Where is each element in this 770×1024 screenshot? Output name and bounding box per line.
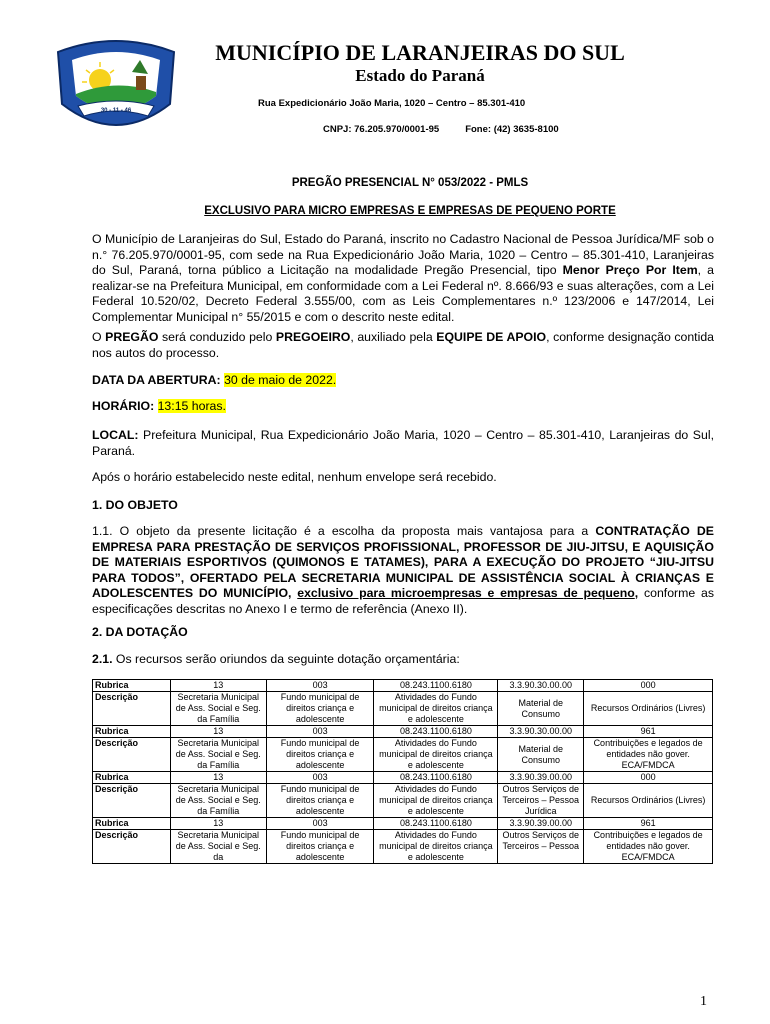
rubrica-label: Rubrica: [93, 772, 171, 784]
descricao-cell: Fundo municipal de direitos criança e adolescente: [266, 692, 374, 726]
budget-allocation-table: [92, 679, 713, 864]
rubrica-code-cell: 000: [584, 772, 713, 784]
descricao-cell: Outros Serviços de Terceiros – Pessoa: [498, 830, 584, 864]
rubrica-code-cell: 3.3.90.39.00.00: [498, 772, 584, 784]
section-2-1-paragraph: 2.1. Os recursos serão oriundos da seguinte dotação orçamentária:: [92, 652, 460, 666]
page-number: 1: [700, 994, 707, 1009]
header-cnpj-phone: [323, 124, 559, 135]
rubrica-code-cell: 08.243.1100.6180: [374, 818, 498, 830]
descricao-cell: Atividades do Fundo municipal de direitos criança e adolescente: [374, 830, 498, 864]
descricao-cell: Atividades do Fundo municipal de direitos criança e adolescente: [374, 784, 498, 818]
rubrica-code-cell: 961: [584, 818, 713, 830]
descricao-cell: Outros Serviços de Terceiros – Pessoa Jurídica: [498, 784, 584, 818]
section-2-heading: 2. DA DOTAÇÃO: [92, 625, 188, 639]
header-address: Rua Expedicionário João Maria, 1020 – Centro – 85.301-410: [258, 98, 526, 109]
section-1-1-paragraph: 1.1. O objeto da presente licitação é a escolha da proposta mais vantajosa para a CONTRATAÇÃO DE EMPRESA PARA PRESTAÇÃO DE SERVIÇOS PROFISSIONAL, PROFESSOR DE JIU-JITSU, E AQUISIÇÃO DE MATERIAIS ESPORTIVOS (QUIMONOS E TATAMES), PARA A EXECUÇÃO DO PROJETO “JIU-JITSU PARA TODOS”, OFERTADO PELA SECRETARIA MUNICIPAL DE ASSISTÊNCIA SOCIAL À CRIANÇAS E ADOLESCENTES DO MUNICÍPIO, exclusivo para microempresas e empresas de pequeno, conforme as especificações descritas no Anexo I e termo de referência (Anexo II).: [92, 524, 714, 616]
rubrica-code-cell: 003: [266, 772, 374, 784]
intro-paragraph: O Município de Laranjeiras do Sul, Estado do Paraná, inscrito no Cadastro Nacional de Pessoa Jurídica/MF sob o n.° 76.205.970/0001-95, com sede na Rua Expedicionário João Maria, 1020 – Centro – 85.301-410, Laranjeiras do Sul, Paraná, torna público a Licitação na modalidade Pregão Presencial, tipo Menor Preço Por Item, a realizar-se na Prefeitura Municipal, em conformidade com a Lei Federal nº. 8.666/93 e suas alterações, com a Lei Federal 10.520/02, Decreto Federal 3.555/00, com as Leis Complementares n.º 123/2006 e 147/2014, Lei Complementar Municipal n° 55/2015 e com o descrito neste edital.: [92, 232, 714, 324]
table-row: [93, 726, 713, 738]
descricao-cell: Secretaria Municipal de Ass. Social e Seg. da Família: [170, 738, 266, 772]
rubrica-code-cell: 08.243.1100.6180: [374, 772, 498, 784]
descricao-cell: Material de Consumo: [498, 738, 584, 772]
rubrica-code-cell: 961: [584, 726, 713, 738]
opening-time: HORÁRIO: 13:15 horas.: [92, 399, 226, 413]
logo-date: 30 - 11 - 46: [100, 108, 132, 114]
descricao-cell: Contribuições e legados de entidades não gover. ECA/FMDCA: [584, 830, 713, 864]
opening-date: DATA DA ABERTURA: 30 de maio de 2022.: [92, 373, 337, 387]
rubrica-code-cell: 003: [266, 726, 374, 738]
rubrica-code-cell: 08.243.1100.6180: [374, 726, 498, 738]
descricao-cell: Recursos Ordinários (Livres): [584, 784, 713, 818]
header-phone: Fone: (42) 3635-8100: [465, 124, 559, 135]
rubrica-code-cell: 13: [170, 726, 266, 738]
rubrica-label: Rubrica: [93, 726, 171, 738]
table-row: [93, 680, 713, 692]
pregao-title: PREGÃO PRESENCIAL N° 053/2022 - PMLS: [291, 177, 529, 189]
descricao-cell: Atividades do Fundo municipal de direitos criança e adolescente: [374, 692, 498, 726]
table-row: [93, 772, 713, 784]
rubrica-code-cell: 13: [170, 680, 266, 692]
table-row: [93, 784, 713, 818]
late-envelope-notice: Após o horário estabelecido neste edital, nenhum envelope será recebido.: [92, 470, 497, 484]
descricao-cell: Fundo municipal de direitos criança e adolescente: [266, 830, 374, 864]
table-row: [93, 818, 713, 830]
descricao-label: Descrição: [93, 738, 171, 772]
descricao-cell: Fundo municipal de direitos criança e adolescente: [266, 738, 374, 772]
rubrica-code-cell: 003: [266, 680, 374, 692]
rubrica-code-cell: 13: [170, 772, 266, 784]
descricao-cell: Contribuições e legados de entidades não gover. ECA/FMDCA: [584, 738, 713, 772]
rubrica-code-cell: 08.243.1100.6180: [374, 680, 498, 692]
rubrica-code-cell: 003: [266, 818, 374, 830]
descricao-cell: Secretaria Municipal de Ass. Social e Seg. da Família: [170, 784, 266, 818]
location-paragraph: LOCAL: Prefeitura Municipal, Rua Expedicionário João Maria, 1020 – Centro – 85.301-410, Laranjeiras do Sul, Paraná.: [92, 428, 714, 458]
rubrica-code-cell: 3.3.90.39.00.00: [498, 818, 584, 830]
document-municipality-title: MUNICÍPIO DE LARANJEIRAS DO SUL: [215, 40, 625, 65]
descricao-label: Descrição: [93, 784, 171, 818]
descricao-cell: Fundo municipal de direitos criança e adolescente: [266, 784, 374, 818]
table-row: [93, 692, 713, 726]
table-row: [93, 738, 713, 772]
rubrica-code-cell: 13: [170, 818, 266, 830]
descricao-label: Descrição: [93, 692, 171, 726]
rubrica-code-cell: 000: [584, 680, 713, 692]
descricao-cell: Recursos Ordinários (Livres): [584, 692, 713, 726]
pregao-conduct-paragraph: O PREGÃO será conduzido pelo PREGOEIRO, auxiliado pela EQUIPE DE APOIO, conforme designação contida nos autos do processo.: [92, 330, 714, 360]
descricao-cell: Atividades do Fundo municipal de direitos criança e adolescente: [374, 738, 498, 772]
exclusivo-title: EXCLUSIVO PARA MICRO EMPRESAS E EMPRESAS DE PEQUENO PORTE: [204, 205, 616, 217]
rubrica-label: Rubrica: [93, 680, 171, 692]
document-state-subtitle: Estado do Paraná: [355, 66, 485, 85]
rubrica-code-cell: 3.3.90.30.00.00: [498, 726, 584, 738]
descricao-label: Descrição: [93, 830, 171, 864]
descricao-cell: Secretaria Municipal de Ass. Social e Seg. da: [170, 830, 266, 864]
rubrica-label: Rubrica: [93, 818, 171, 830]
table-row: [93, 830, 713, 864]
descricao-cell: Material de Consumo: [498, 692, 584, 726]
rubrica-code-cell: 3.3.90.30.00.00: [498, 680, 584, 692]
descricao-cell: Secretaria Municipal de Ass. Social e Seg. da Família: [170, 692, 266, 726]
header-cnpj: CNPJ: 76.205.970/0001-95: [323, 124, 440, 135]
section-1-heading: 1. DO OBJETO: [92, 498, 178, 512]
